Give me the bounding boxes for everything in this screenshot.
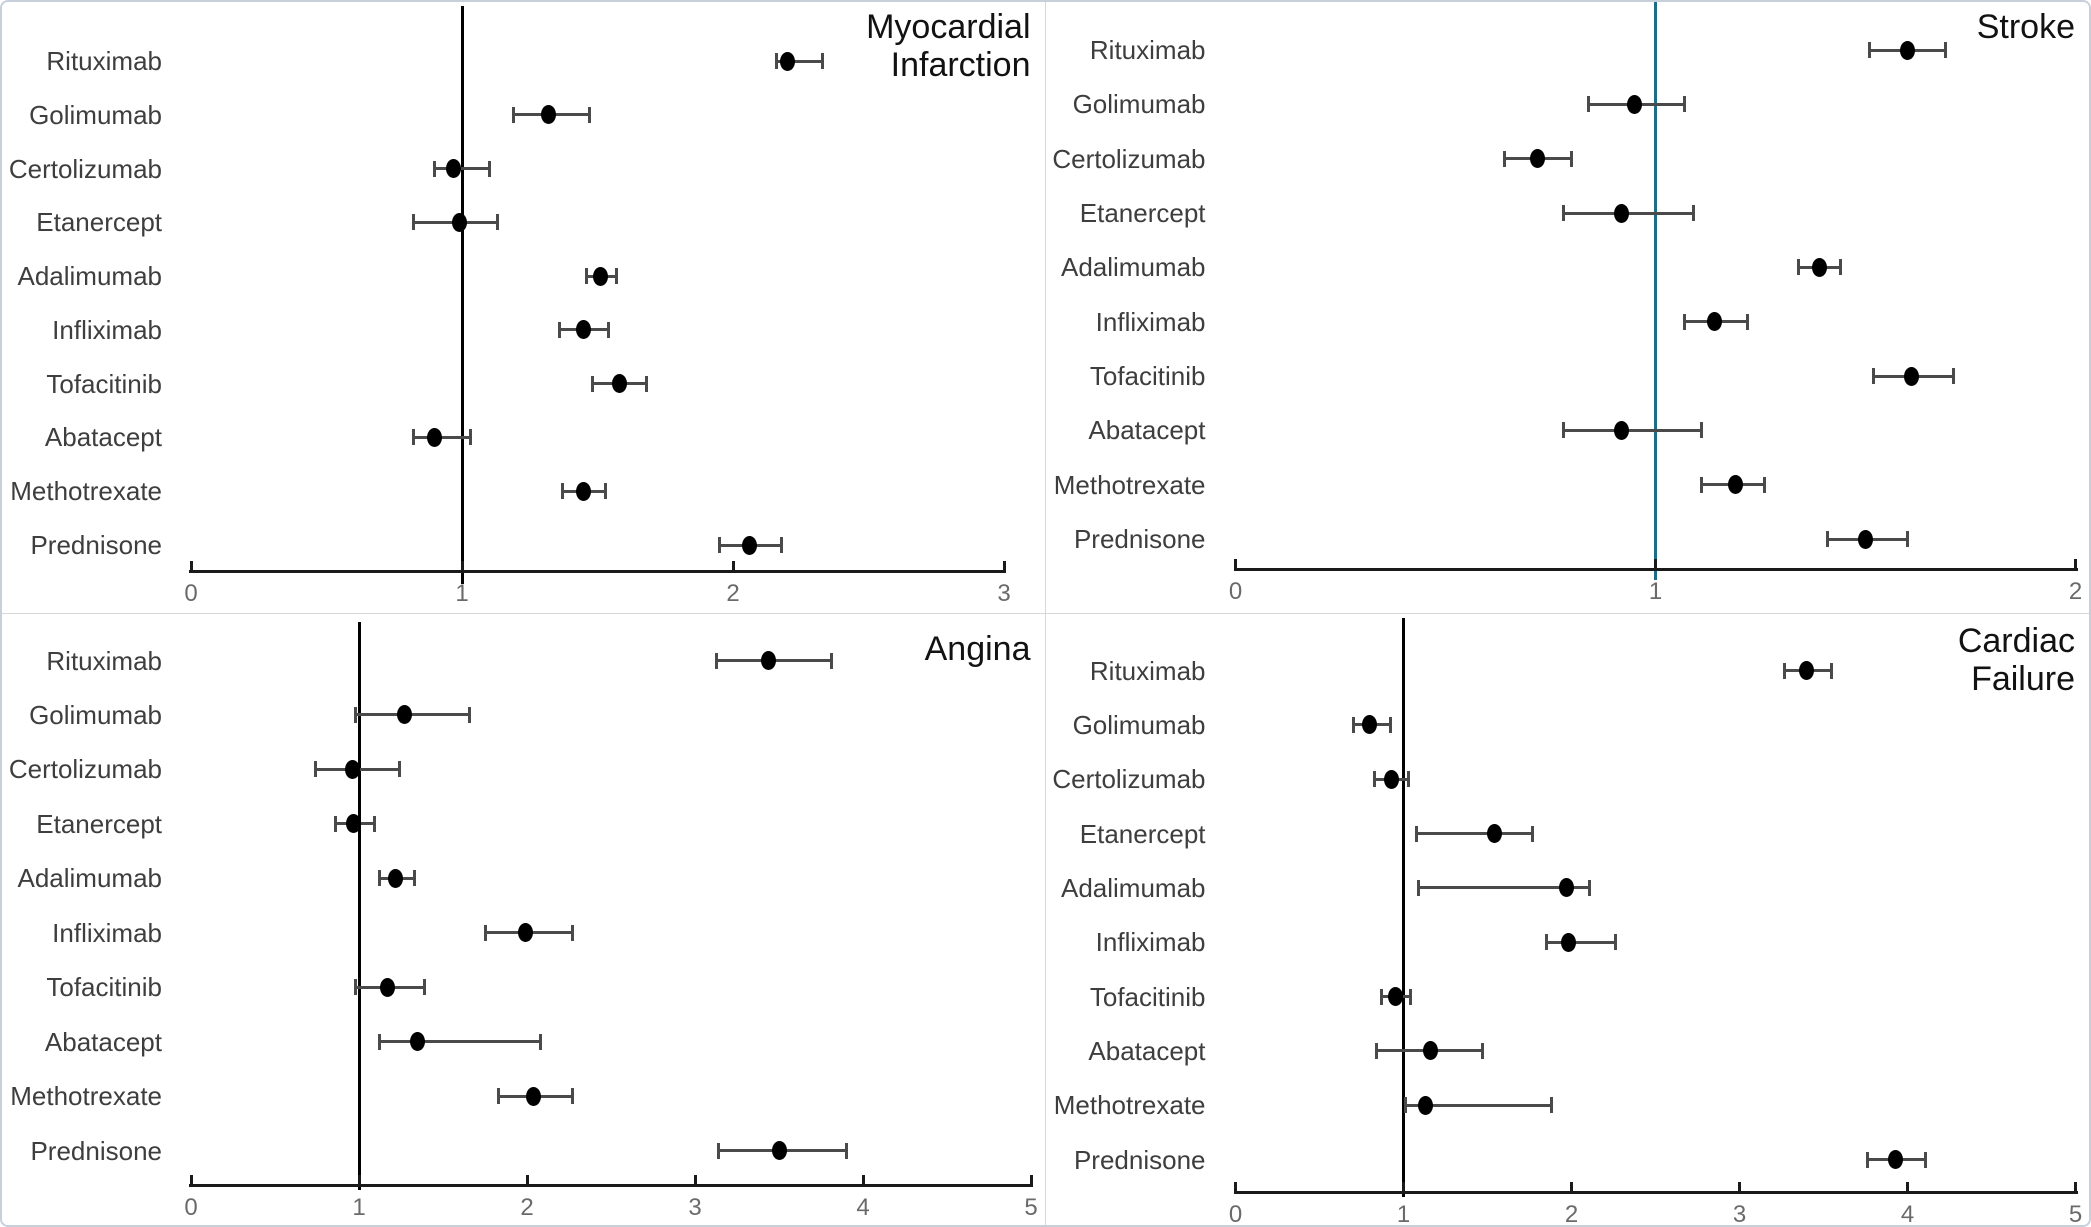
error-bar-cap-right: [488, 161, 491, 177]
panel-title-line: Cardiac: [1957, 621, 2075, 660]
point-estimate-dot: [345, 760, 360, 779]
error-bar-cap-left: [1700, 477, 1703, 493]
error-bar-cap-right: [830, 653, 833, 669]
drug-label: Rituximab: [1089, 655, 1206, 686]
point-estimate-dot: [1418, 1096, 1433, 1115]
error-bar-cap-left: [775, 53, 778, 69]
x-axis-tick: [1570, 1182, 1573, 1191]
error-bar-cap-left: [1587, 96, 1590, 112]
x-axis-tick-label: 0: [184, 580, 198, 607]
point-estimate-dot: [612, 374, 627, 393]
error-bar-cap-right: [469, 429, 472, 445]
reference-line: [358, 622, 361, 1190]
x-axis-tick: [1738, 1182, 1741, 1191]
error-bar: [1417, 832, 1533, 835]
error-bar-cap-left: [717, 1143, 720, 1159]
drug-label: Golimumab: [1072, 89, 1206, 120]
drug-label: Tofacitinib: [1089, 361, 1206, 391]
x-axis-line: [1234, 1191, 2078, 1194]
point-estimate-dot: [446, 159, 461, 178]
x-axis-tick-label: 5: [1024, 1193, 1038, 1221]
x-axis-tick-label: 0: [1228, 1200, 1243, 1227]
x-axis-tick: [694, 1175, 697, 1184]
drug-label: Prednisone: [30, 1135, 162, 1166]
error-bar: [435, 167, 489, 170]
error-bar-cap-right: [1763, 477, 1766, 493]
error-bar-cap-left: [1872, 368, 1875, 384]
x-axis-tick-label: 3: [1732, 1200, 1747, 1227]
panel-title: [925, 630, 1031, 668]
panel-title: [1977, 8, 2075, 46]
drug-label: Etanercept: [1079, 818, 1206, 849]
x-axis-line: [189, 570, 1006, 573]
error-bar-cap-right: [398, 761, 401, 777]
drug-label: Rituximab: [1089, 35, 1206, 65]
drug-label: Rituximab: [46, 46, 162, 76]
x-axis-tick-label: 2: [2068, 578, 2083, 605]
x-axis-tick-label: 2: [726, 580, 740, 607]
error-bar-cap-right: [1746, 314, 1749, 330]
error-bar-cap-right: [1692, 205, 1695, 221]
error-bar-cap-left: [1797, 259, 1800, 275]
panel-cardiac-failure: [1046, 614, 2090, 1226]
error-bar: [356, 713, 470, 716]
point-estimate-dot: [1614, 204, 1629, 223]
error-bar-cap-left: [497, 1088, 500, 1104]
drug-label: Etanercept: [36, 808, 162, 839]
error-bar-cap-left: [1415, 826, 1418, 842]
error-bar-cap-right: [1550, 1097, 1553, 1113]
error-bar-cap-right: [468, 707, 471, 723]
error-bar: [379, 1040, 540, 1043]
x-axis-line: [1234, 568, 2078, 571]
point-estimate-dot: [1487, 824, 1502, 843]
x-axis-tick: [732, 561, 735, 570]
x-axis-tick: [862, 1175, 865, 1184]
error-bar-cap-left: [433, 161, 436, 177]
error-bar-cap-left: [1417, 880, 1420, 896]
error-bar-cap-left: [412, 214, 415, 230]
x-axis-tick: [2074, 1182, 2077, 1191]
error-bar-cap-left: [1562, 422, 1565, 438]
point-estimate-dot: [576, 482, 591, 501]
error-bar-cap-right: [539, 1034, 542, 1050]
panel-title: [866, 8, 1030, 84]
drug-label: Tofacitinib: [1089, 981, 1206, 1012]
point-estimate-dot: [518, 923, 533, 942]
x-axis-tick-label: 1: [352, 1193, 366, 1221]
panel-title-line: Infarction: [890, 46, 1031, 85]
error-bar-cap-right: [1700, 422, 1703, 438]
error-bar-cap-right: [588, 107, 591, 123]
point-estimate-dot: [1707, 312, 1722, 331]
drug-label: Golimumab: [29, 699, 162, 730]
point-estimate-dot: [1627, 95, 1642, 114]
x-axis-tick-label: 2: [1564, 1200, 1579, 1227]
error-bar-cap-right: [1924, 1152, 1927, 1168]
point-estimate-dot: [410, 1032, 425, 1051]
x-axis-tick-label: 2: [520, 1193, 534, 1221]
x-axis-tick: [1654, 559, 1657, 568]
error-bar-cap-right: [821, 53, 824, 69]
point-estimate-dot: [761, 651, 776, 670]
x-axis-tick: [358, 1175, 361, 1184]
error-bar-cap-left: [378, 1034, 381, 1050]
x-axis-tick: [1234, 559, 1237, 568]
x-axis-tick-label: 3: [997, 580, 1011, 607]
error-bar-cap-left: [334, 816, 337, 832]
x-axis-tick: [1030, 1175, 1033, 1184]
drug-label: Prednisone: [1073, 1144, 1206, 1175]
error-bar-cap-left: [1868, 42, 1871, 58]
drug-label: Golimumab: [1072, 709, 1206, 740]
error-bar-cap-right: [607, 322, 610, 338]
error-bar-cap-right: [1531, 826, 1534, 842]
error-bar-cap-right: [1839, 259, 1842, 275]
error-bar-cap-left: [558, 322, 561, 338]
error-bar-cap-left: [715, 653, 718, 669]
x-axis-tick: [1003, 561, 1006, 570]
drug-label: Methotrexate: [10, 1081, 162, 1112]
error-bar-cap-right: [1952, 368, 1955, 384]
error-bar-cap-right: [571, 925, 574, 941]
drug-label: Abatacept: [1088, 415, 1206, 446]
x-axis-tick: [2074, 559, 2077, 568]
drug-label: Methotrexate: [1053, 469, 1206, 500]
error-bar-cap-left: [561, 483, 564, 499]
x-axis-line: [189, 1184, 1033, 1187]
error-bar-cap-left: [1866, 1152, 1869, 1168]
point-estimate-dot: [772, 1141, 787, 1160]
x-axis-tick: [1234, 1182, 1237, 1191]
error-bar-cap-left: [1783, 663, 1786, 679]
drug-label: Tofacitinib: [46, 972, 162, 1003]
error-bar-cap-right: [1481, 1043, 1484, 1059]
point-estimate-dot: [541, 105, 556, 124]
point-estimate-dot: [1900, 41, 1915, 60]
drug-label: Certolizumab: [1052, 764, 1206, 795]
point-estimate-dot: [1530, 149, 1545, 168]
error-bar-cap-right: [604, 483, 607, 499]
error-bar: [1563, 429, 1702, 432]
error-bar-cap-right: [1407, 771, 1410, 787]
error-bar-cap-right: [1588, 880, 1591, 896]
panel-stroke: [1046, 2, 2090, 614]
reference-line: [1654, 2, 1657, 580]
error-bar-cap-left: [1352, 717, 1355, 733]
error-bar-cap-left: [1683, 314, 1686, 330]
point-estimate-dot: [1384, 770, 1399, 789]
drug-label: Certolizumab: [8, 153, 162, 184]
drug-label: Infliximab: [1095, 927, 1206, 958]
x-axis-tick: [1402, 1182, 1405, 1191]
point-estimate-dot: [1559, 878, 1574, 897]
error-bar-cap-right: [1906, 531, 1909, 547]
error-bar-cap-left: [378, 870, 381, 886]
error-bar-cap-left: [354, 979, 357, 995]
x-axis-tick-label: 5: [2068, 1200, 2083, 1227]
point-estimate-dot: [780, 52, 795, 71]
x-axis-tick-label: 4: [1900, 1200, 1915, 1227]
error-bar-cap-right: [615, 268, 618, 284]
error-bar-cap-left: [1380, 989, 1383, 1005]
drug-label: Etanercept: [1079, 198, 1206, 228]
x-axis-tick-label: 3: [688, 1193, 702, 1221]
x-axis-tick-label: 1: [1396, 1200, 1411, 1227]
x-axis-tick-label: 4: [856, 1193, 870, 1221]
drug-label: Prednisone: [1073, 524, 1206, 554]
error-bar-cap-left: [1375, 1043, 1378, 1059]
x-axis-tick: [190, 561, 193, 570]
panel-title-line: Failure: [1971, 659, 2075, 698]
point-estimate-dot: [526, 1087, 541, 1106]
error-bar-cap-left: [512, 107, 515, 123]
drug-label: Adalimumab: [17, 261, 162, 292]
panel-myocardial-infarction: [2, 2, 1046, 614]
error-bar-cap-left: [1826, 531, 1829, 547]
panel-title-line: Stroke: [1976, 8, 2075, 46]
point-estimate-dot: [1858, 530, 1873, 549]
error-bar-cap-left: [585, 268, 588, 284]
error-bar-cap-right: [496, 214, 499, 230]
error-bar-cap-right: [423, 979, 426, 995]
error-bar-cap-left: [1503, 151, 1506, 167]
x-axis-tick-label: 0: [184, 1193, 198, 1221]
error-bar-cap-right: [1614, 934, 1617, 950]
point-estimate-dot: [1799, 661, 1814, 680]
drug-label: Infliximab: [52, 314, 162, 345]
panel-title-line: Myocardial: [866, 8, 1031, 46]
reference-line: [461, 6, 464, 584]
error-bar-cap-left: [1545, 934, 1548, 950]
error-bar-cap-left: [484, 925, 487, 941]
point-estimate-dot: [452, 213, 467, 232]
error-bar-cap-left: [412, 429, 415, 445]
panel-title-line: Angina: [924, 629, 1031, 668]
drug-label: Prednisone: [30, 530, 162, 560]
panel-angina: [2, 614, 1046, 1226]
error-bar-cap-right: [780, 537, 783, 553]
error-bar-cap-right: [845, 1143, 848, 1159]
drug-label: Rituximab: [46, 645, 162, 676]
error-bar-cap-right: [413, 870, 416, 886]
error-bar-cap-right: [1389, 717, 1392, 733]
error-bar-cap-right: [1944, 42, 1947, 58]
x-axis-tick: [526, 1175, 529, 1184]
x-axis-tick-label: 0: [1228, 578, 1243, 605]
drug-label: Adalimumab: [17, 863, 162, 894]
error-bar: [1546, 941, 1615, 944]
error-bar-cap-left: [1373, 771, 1376, 787]
point-estimate-dot: [1561, 933, 1576, 952]
drug-label: Abatacept: [44, 422, 162, 453]
error-bar-cap-left: [1404, 1097, 1407, 1113]
error-bar-cap-left: [1562, 205, 1565, 221]
drug-label: Methotrexate: [1053, 1090, 1206, 1121]
drug-label: Golimumab: [29, 99, 162, 130]
error-bar-cap-right: [1409, 989, 1412, 1005]
x-axis-tick: [190, 1175, 193, 1184]
error-bar-cap-right: [1830, 663, 1833, 679]
error-bar-cap-right: [645, 376, 648, 392]
x-axis-tick: [461, 561, 464, 570]
point-estimate-dot: [397, 705, 412, 724]
error-bar-cap-right: [571, 1088, 574, 1104]
point-estimate-dot: [380, 978, 395, 997]
error-bar-cap-right: [373, 816, 376, 832]
error-bar-cap-left: [314, 761, 317, 777]
drug-label: Methotrexate: [10, 476, 162, 507]
point-estimate-dot: [1812, 258, 1827, 277]
error-bar-cap-left: [354, 707, 357, 723]
x-axis-tick-label: 1: [455, 580, 469, 607]
point-estimate-dot: [593, 267, 608, 286]
point-estimate-dot: [1388, 987, 1403, 1006]
error-bar-cap-right: [1570, 151, 1573, 167]
drug-label: Tofacitinib: [46, 368, 162, 399]
point-estimate-dot: [742, 536, 757, 555]
point-estimate-dot: [576, 320, 591, 339]
x-axis-tick: [1906, 1182, 1909, 1191]
point-estimate-dot: [1888, 1150, 1903, 1169]
error-bar-cap-left: [591, 376, 594, 392]
drug-label: Abatacept: [44, 1026, 162, 1057]
drug-label: Certolizumab: [1052, 143, 1206, 174]
panel-title: [1958, 622, 2075, 698]
point-estimate-dot: [1423, 1041, 1438, 1060]
point-estimate-dot: [388, 869, 403, 888]
error-bar-cap-right: [1683, 96, 1686, 112]
drug-label: Abatacept: [1088, 1035, 1206, 1066]
drug-label: Adalimumab: [1060, 252, 1206, 283]
point-estimate-dot: [427, 428, 442, 447]
point-estimate-dot: [1362, 715, 1377, 734]
drug-label: Etanercept: [36, 207, 162, 238]
drug-label: Certolizumab: [8, 754, 162, 785]
drug-label: Infliximab: [52, 917, 162, 948]
x-axis-tick-label: 1: [1648, 578, 1663, 605]
point-estimate-dot: [1614, 421, 1629, 440]
error-bar-cap-left: [718, 537, 721, 553]
point-estimate-dot: [1728, 475, 1743, 494]
point-estimate-dot: [1904, 367, 1919, 386]
drug-label: Adalimumab: [1060, 872, 1206, 903]
drug-label: Infliximab: [1095, 306, 1206, 337]
